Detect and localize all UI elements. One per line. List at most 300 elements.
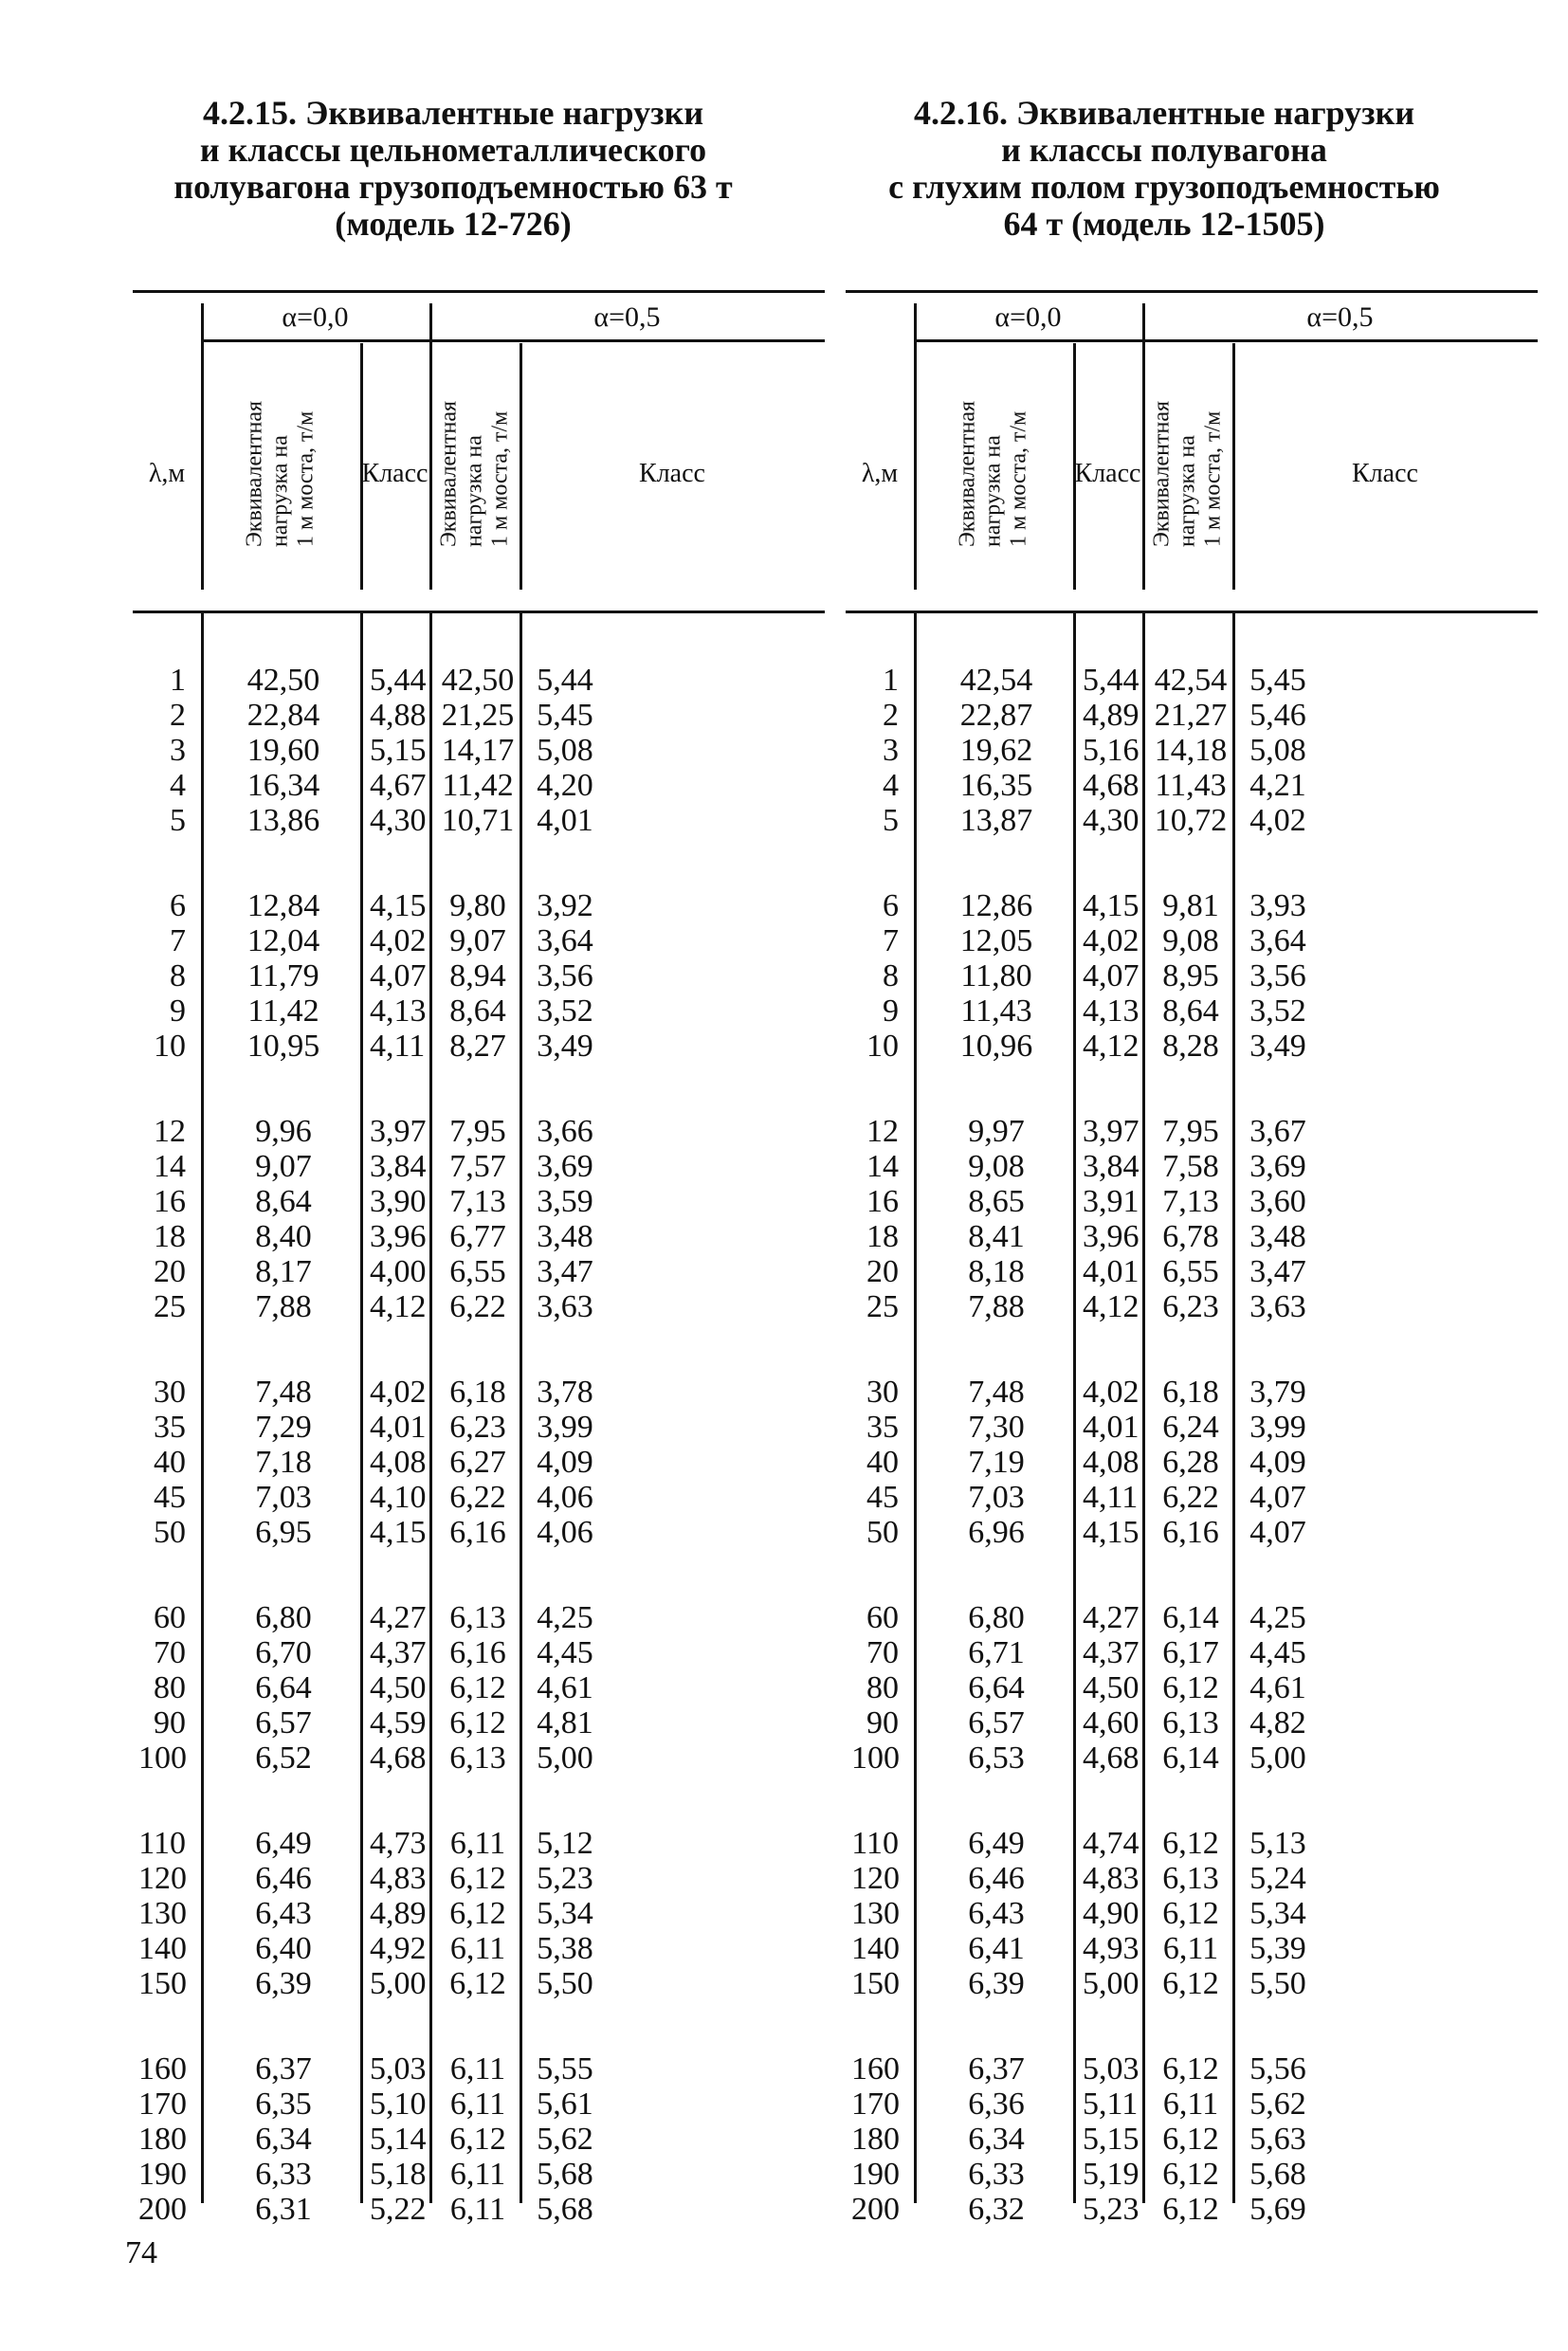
class-a0-value: 4,60	[1083, 1705, 1140, 1740]
load-a05-value: 10,71	[441, 803, 515, 838]
equivalent-load-header-line: нагрузка на	[267, 435, 293, 548]
lambda-value: 14	[154, 1149, 186, 1184]
class-a0-value: 4,02	[370, 1375, 427, 1410]
table-row	[133, 804, 825, 838]
class-a05-value: 4,07	[1249, 1480, 1306, 1515]
load-a05-value: 6,12	[1162, 2051, 1219, 2087]
load-a0-value: 7,88	[968, 1289, 1025, 1324]
lambda-value: 8	[170, 958, 186, 993]
equivalent-load-header-line: Эквивалентная	[242, 400, 267, 548]
equivalent-load-header-line: 1 м моста, т/м	[487, 410, 512, 548]
lambda-value: 16	[866, 1184, 899, 1219]
table-top-rule	[133, 290, 825, 293]
table-title-line: (модель 12-726)	[335, 205, 572, 243]
load-a0-value: 6,40	[255, 1931, 312, 1966]
lambda-value: 9	[883, 993, 899, 1029]
equivalent-load-header-line: Эквивалентная	[955, 400, 980, 548]
load-a05-value: 6,14	[1162, 1600, 1219, 1635]
load-a05-value: 6,11	[449, 1826, 506, 1861]
class-a0-value: 5,22	[370, 2192, 427, 2227]
table-row	[846, 889, 1538, 923]
load-a0-value: 22,84	[246, 698, 320, 733]
class-header: Класс	[1352, 459, 1418, 488]
load-a05-value: 7,95	[449, 1114, 506, 1149]
load-a0-value: 6,34	[968, 2122, 1025, 2157]
load-a05-value: 42,54	[1154, 663, 1228, 698]
load-a0-value: 6,39	[255, 1966, 312, 2001]
table-row	[133, 2193, 825, 2227]
table-row	[846, 1671, 1538, 1705]
table-title-line: 4.2.15. Эквивалентные нагрузки	[202, 94, 704, 132]
table-row	[846, 1030, 1538, 1064]
class-a0-value: 4,27	[1083, 1600, 1140, 1635]
equivalent-load-table	[133, 284, 825, 2227]
equivalent-load-header-line: Эквивалентная	[1149, 400, 1174, 548]
class-a05-value: 3,63	[537, 1289, 593, 1324]
table-row	[133, 1376, 825, 1410]
load-a0-value: 12,04	[246, 923, 320, 958]
lambda-value: 100	[851, 1740, 900, 1776]
table-row	[846, 2052, 1538, 2087]
load-a05-value: 9,07	[449, 923, 506, 958]
class-a05-value: 3,67	[1249, 1114, 1306, 1149]
class-a05-value: 5,61	[537, 2087, 593, 2122]
class-a05-value: 5,63	[1249, 2122, 1306, 2157]
table-row	[846, 1741, 1538, 1776]
table-row	[846, 1516, 1538, 1550]
load-a05-value: 6,22	[449, 1480, 506, 1515]
load-a05-value: 9,81	[1162, 888, 1219, 923]
class-a05-value: 5,24	[1249, 1861, 1306, 1896]
load-a05-value: 6,13	[1162, 1705, 1219, 1740]
class-a0-value: 4,02	[1083, 923, 1140, 958]
load-a0-value: 6,41	[968, 1931, 1025, 1966]
lambda-value: 7	[883, 923, 899, 958]
load-a0-value: 6,52	[255, 1740, 312, 1776]
equivalent-load-header	[436, 401, 513, 547]
class-a0-value: 5,03	[370, 2051, 427, 2087]
load-a0-value: 6,37	[968, 2051, 1025, 2087]
lambda-value: 80	[154, 1670, 186, 1705]
class-a0-value: 4,27	[370, 1600, 427, 1635]
lambda-value: 18	[154, 1219, 186, 1254]
class-a0-value: 3,96	[370, 1219, 427, 1254]
load-a05-value: 6,28	[1162, 1445, 1219, 1480]
load-a0-value: 6,53	[968, 1740, 1025, 1776]
load-a05-value: 6,12	[449, 1705, 506, 1740]
class-a05-value: 4,20	[537, 768, 593, 803]
table-row	[133, 1897, 825, 1931]
class-a05-value: 5,08	[1249, 733, 1306, 768]
load-a05-value: 9,80	[449, 888, 506, 923]
class-a05-value: 3,64	[1249, 923, 1306, 958]
lambda-value: 130	[851, 1896, 900, 1931]
class-a05-value: 3,79	[1249, 1375, 1306, 1410]
class-a0-value: 5,16	[1083, 733, 1140, 768]
table-row	[133, 1150, 825, 1184]
header-bottom-rule	[133, 611, 825, 613]
load-a0-value: 6,31	[255, 2192, 312, 2227]
class-a0-value: 4,30	[1083, 803, 1140, 838]
load-a0-value: 42,50	[246, 663, 320, 698]
load-a05-value: 21,25	[441, 698, 515, 733]
class-a05-value: 5,68	[1249, 2157, 1306, 2192]
class-a0-value: 4,89	[370, 1896, 427, 1931]
lambda-value: 6	[170, 888, 186, 923]
table-row	[133, 1030, 825, 1064]
table-row	[133, 769, 825, 803]
load-a0-value: 7,19	[968, 1445, 1025, 1480]
class-a0-value: 4,59	[370, 1705, 427, 1740]
class-a05-value: 3,66	[537, 1114, 593, 1149]
load-a0-value: 6,57	[255, 1705, 312, 1740]
lambda-value: 170	[138, 2087, 187, 2122]
table-row	[846, 1706, 1538, 1740]
load-a05-value: 6,12	[1162, 2122, 1219, 2157]
class-a05-value: 3,63	[1249, 1289, 1306, 1324]
load-a05-value: 6,12	[1162, 1826, 1219, 1861]
load-a05-value: 6,11	[449, 2087, 506, 2122]
class-a0-value: 5,44	[370, 663, 427, 698]
class-a0-value: 5,15	[1083, 2122, 1140, 2157]
load-a05-value: 11,42	[442, 768, 514, 803]
class-a05-value: 4,45	[537, 1635, 593, 1670]
class-a05-value: 3,60	[1249, 1184, 1306, 1219]
class-a0-value: 4,00	[370, 1254, 427, 1289]
class-a05-value: 5,13	[1249, 1826, 1306, 1861]
table-row	[846, 1932, 1538, 1966]
lambda-value: 3	[170, 733, 186, 768]
load-a05-value: 6,11	[1162, 2087, 1219, 2122]
lambda-value: 170	[851, 2087, 900, 2122]
class-a05-value: 3,56	[1249, 958, 1306, 993]
class-a0-value: 5,03	[1083, 2051, 1140, 2087]
load-a05-value: 7,95	[1162, 1114, 1219, 1149]
table-row	[133, 1671, 825, 1705]
load-a0-value: 7,18	[255, 1445, 312, 1480]
class-a0-value: 4,15	[370, 888, 427, 923]
class-a0-value: 3,84	[370, 1149, 427, 1184]
load-a05-value: 14,17	[441, 733, 515, 768]
lambda-value: 8	[883, 958, 899, 993]
load-a05-value: 6,22	[449, 1289, 506, 1324]
class-header: Класс	[639, 459, 705, 488]
class-a0-value: 3,91	[1083, 1184, 1140, 1219]
load-a05-value: 42,50	[441, 663, 515, 698]
class-a0-value: 4,07	[1083, 958, 1140, 993]
class-a05-value: 4,82	[1249, 1705, 1306, 1740]
table-row	[133, 1255, 825, 1289]
lambda-header: λ,м	[148, 459, 186, 488]
lambda-value: 120	[851, 1861, 900, 1896]
load-a05-value: 6,78	[1162, 1219, 1219, 1254]
load-a05-value: 6,11	[449, 2157, 506, 2192]
header-bottom-rule	[846, 611, 1538, 613]
table-row	[846, 959, 1538, 993]
table-row	[846, 994, 1538, 1029]
class-a0-value: 4,12	[1083, 1029, 1140, 1064]
class-a0-value: 4,30	[370, 803, 427, 838]
lambda-value: 40	[866, 1445, 899, 1480]
alpha-header: α=0,0	[994, 301, 1062, 333]
load-a05-value: 6,12	[1162, 2157, 1219, 2192]
load-a0-value: 42,54	[959, 663, 1033, 698]
lambda-value: 120	[138, 1861, 187, 1896]
load-a05-value: 7,58	[1162, 1149, 1219, 1184]
equivalent-load-header-line: 1 м моста, т/м	[1006, 410, 1031, 548]
class-a0-value: 3,90	[370, 1184, 427, 1219]
table-row	[846, 1376, 1538, 1410]
load-a05-value: 6,22	[1162, 1480, 1219, 1515]
class-a05-value: 3,99	[1249, 1410, 1306, 1445]
lambda-value: 190	[138, 2157, 187, 2192]
load-a0-value: 10,96	[959, 1029, 1033, 1064]
load-a0-value: 7,29	[255, 1410, 312, 1445]
load-a05-value: 6,11	[449, 2192, 506, 2227]
load-a0-value: 6,80	[255, 1600, 312, 1635]
class-a0-value: 5,10	[370, 2087, 427, 2122]
load-a05-value: 11,43	[1155, 768, 1227, 803]
load-a05-value: 9,08	[1162, 923, 1219, 958]
table-row	[133, 1185, 825, 1219]
table-row	[133, 734, 825, 768]
lambda-value: 10	[154, 1029, 186, 1064]
class-a0-value: 3,84	[1083, 1149, 1140, 1184]
class-a0-value: 4,88	[370, 698, 427, 733]
lambda-value: 200	[851, 2192, 900, 2227]
load-a0-value: 22,87	[959, 698, 1033, 733]
class-a05-value: 5,56	[1249, 2051, 1306, 2087]
load-a05-value: 8,64	[1162, 993, 1219, 1029]
lambda-value: 100	[138, 1740, 187, 1776]
equivalent-load-header-line: 1 м моста, т/м	[1200, 410, 1225, 548]
load-a05-value: 7,13	[1162, 1184, 1219, 1219]
table-row	[133, 1220, 825, 1254]
lambda-value: 6	[883, 888, 899, 923]
equivalent-load-table	[846, 284, 1538, 2227]
load-a0-value: 19,62	[959, 733, 1033, 768]
table-row	[846, 664, 1538, 698]
lambda-value: 60	[154, 1600, 186, 1635]
class-a0-value: 5,14	[370, 2122, 427, 2157]
equivalent-load-header-line: 1 м моста, т/м	[293, 410, 319, 548]
class-a05-value: 3,48	[537, 1219, 593, 1254]
load-a0-value: 7,48	[255, 1375, 312, 1410]
load-a0-value: 8,17	[255, 1254, 312, 1289]
lambda-value: 1	[170, 663, 186, 698]
load-a0-value: 6,33	[968, 2157, 1025, 2192]
class-a0-value: 4,10	[370, 1480, 427, 1515]
class-a05-value: 4,61	[1249, 1670, 1306, 1705]
load-a05-value: 6,16	[449, 1515, 506, 1550]
table-row	[133, 2123, 825, 2157]
table-row	[846, 2123, 1538, 2157]
class-a05-value: 5,08	[537, 733, 593, 768]
table-title-line: с глухим полом грузоподъемностью	[888, 168, 1440, 206]
load-a0-value: 6,71	[968, 1635, 1025, 1670]
table-row	[846, 1290, 1538, 1324]
lambda-value: 25	[154, 1289, 186, 1324]
load-a0-value: 11,80	[960, 958, 1032, 993]
class-a05-value: 5,00	[1249, 1740, 1306, 1776]
class-a05-value: 5,00	[537, 1740, 593, 1776]
class-a0-value: 4,01	[370, 1410, 427, 1445]
load-a05-value: 6,18	[449, 1375, 506, 1410]
lambda-value: 60	[866, 1600, 899, 1635]
load-a0-value: 6,33	[255, 2157, 312, 2192]
load-a05-value: 6,17	[1162, 1635, 1219, 1670]
load-a05-value: 6,24	[1162, 1410, 1219, 1445]
class-a05-value: 5,68	[537, 2192, 593, 2227]
lambda-value: 160	[851, 2051, 900, 2087]
table-row	[846, 1601, 1538, 1635]
lambda-value: 150	[851, 1966, 900, 2001]
load-a0-value: 13,87	[959, 803, 1033, 838]
class-a05-value: 5,38	[537, 1931, 593, 1966]
load-a05-value: 8,94	[449, 958, 506, 993]
class-a0-value: 5,11	[1083, 2087, 1139, 2122]
table-row	[133, 1115, 825, 1149]
class-a05-value: 3,78	[537, 1375, 593, 1410]
lambda-value: 90	[154, 1705, 186, 1740]
load-a0-value: 6,70	[255, 1635, 312, 1670]
lambda-value: 3	[883, 733, 899, 768]
class-a0-value: 4,37	[370, 1635, 427, 1670]
lambda-value: 180	[851, 2122, 900, 2157]
class-a05-value: 5,45	[1249, 663, 1306, 698]
table-row	[846, 2087, 1538, 2122]
load-a0-value: 11,79	[247, 958, 319, 993]
class-a05-value: 4,25	[537, 1600, 593, 1635]
class-a0-value: 4,74	[1083, 1826, 1140, 1861]
load-a0-value: 8,41	[968, 1219, 1025, 1254]
class-a0-value: 4,07	[370, 958, 427, 993]
class-a05-value: 3,92	[537, 888, 593, 923]
class-a05-value: 3,49	[1249, 1029, 1306, 1064]
class-a0-value: 4,12	[370, 1289, 427, 1324]
equivalent-load-header-line: нагрузка на	[462, 435, 486, 548]
class-a05-value: 4,09	[1249, 1445, 1306, 1480]
lambda-value: 5	[170, 803, 186, 838]
class-a05-value: 3,49	[537, 1029, 593, 1064]
lambda-value: 4	[883, 768, 899, 803]
table-row	[133, 994, 825, 1029]
column-rule	[1142, 303, 1145, 590]
load-a0-value: 8,40	[255, 1219, 312, 1254]
load-a05-value: 8,28	[1162, 1029, 1219, 1064]
load-a05-value: 6,23	[1162, 1289, 1219, 1324]
table-title	[112, 95, 794, 243]
class-a0-value: 3,96	[1083, 1219, 1140, 1254]
class-a05-value: 5,34	[1249, 1896, 1306, 1931]
table-row	[133, 959, 825, 993]
column-rule	[201, 303, 204, 590]
class-a05-value: 3,59	[537, 1184, 593, 1219]
class-a05-value: 5,62	[1249, 2087, 1306, 2122]
alpha-header: α=0,0	[282, 301, 349, 333]
load-a05-value: 8,95	[1162, 958, 1219, 993]
load-a0-value: 19,60	[246, 733, 320, 768]
lambda-value: 12	[154, 1114, 186, 1149]
lambda-header: λ,м	[861, 459, 899, 488]
class-a0-value: 4,68	[1083, 768, 1140, 803]
class-a05-value: 3,69	[537, 1149, 593, 1184]
load-a0-value: 6,96	[968, 1515, 1025, 1550]
table-row	[846, 1481, 1538, 1515]
class-a05-value: 3,48	[1249, 1219, 1306, 1254]
class-a0-value: 4,08	[370, 1445, 427, 1480]
lambda-value: 50	[866, 1515, 899, 1550]
load-a05-value: 14,18	[1154, 733, 1228, 768]
table-title-line: и классы полувагона	[1001, 131, 1327, 169]
table-row	[846, 1220, 1538, 1254]
table-row	[846, 2158, 1538, 2192]
load-a05-value: 6,12	[449, 1861, 506, 1896]
load-a05-value: 8,27	[449, 1029, 506, 1064]
load-a05-value: 6,13	[1162, 1861, 1219, 1896]
load-a0-value: 11,43	[960, 993, 1032, 1029]
class-a05-value: 5,23	[537, 1861, 593, 1896]
table-row	[846, 1967, 1538, 2001]
class-a0-value: 4,15	[1083, 1515, 1140, 1550]
load-a05-value: 6,12	[1162, 2192, 1219, 2227]
class-a05-value: 4,07	[1249, 1515, 1306, 1550]
load-a0-value: 6,49	[255, 1826, 312, 1861]
class-a0-value: 4,68	[1083, 1740, 1140, 1776]
class-a0-value: 5,19	[1083, 2157, 1140, 2192]
equivalent-load-header-line: нагрузка на	[1175, 435, 1199, 548]
lambda-value: 20	[866, 1254, 899, 1289]
lambda-value: 200	[138, 2192, 187, 2227]
class-a05-value: 3,52	[1249, 993, 1306, 1029]
class-a05-value: 5,39	[1249, 1931, 1306, 1966]
table-row	[133, 2052, 825, 2087]
load-a05-value: 21,27	[1154, 698, 1228, 733]
class-a05-value: 4,06	[537, 1480, 593, 1515]
class-a05-value: 4,21	[1249, 768, 1306, 803]
lambda-value: 190	[851, 2157, 900, 2192]
lambda-value: 80	[866, 1670, 899, 1705]
lambda-value: 2	[170, 698, 186, 733]
lambda-value: 30	[866, 1375, 899, 1410]
load-a0-value: 9,97	[968, 1114, 1025, 1149]
table-row	[133, 1290, 825, 1324]
class-a0-value: 4,93	[1083, 1931, 1140, 1966]
class-a05-value: 5,50	[1249, 1966, 1306, 2001]
lambda-value: 110	[138, 1826, 186, 1861]
load-a0-value: 16,35	[959, 768, 1033, 803]
load-a05-value: 8,64	[449, 993, 506, 1029]
table-row	[133, 1827, 825, 1861]
class-a0-value: 4,12	[1083, 1289, 1140, 1324]
class-a0-value: 4,02	[1083, 1375, 1140, 1410]
class-a05-value: 4,61	[537, 1670, 593, 1705]
load-a05-value: 6,18	[1162, 1375, 1219, 1410]
equivalent-load-header-line: Эквивалентная	[436, 400, 461, 548]
class-a0-value: 4,11	[1083, 1480, 1139, 1515]
class-a05-value: 5,55	[537, 2051, 593, 2087]
class-a0-value: 4,73	[370, 1826, 427, 1861]
class-a05-value: 4,09	[537, 1445, 593, 1480]
lambda-value: 20	[154, 1254, 186, 1289]
class-a05-value: 5,44	[537, 663, 593, 698]
class-a0-value: 4,50	[370, 1670, 427, 1705]
table-row	[133, 1862, 825, 1896]
class-a0-value: 4,92	[370, 1931, 427, 1966]
lambda-value: 7	[170, 923, 186, 958]
table-row	[133, 1967, 825, 2001]
class-a05-value: 5,45	[537, 698, 593, 733]
